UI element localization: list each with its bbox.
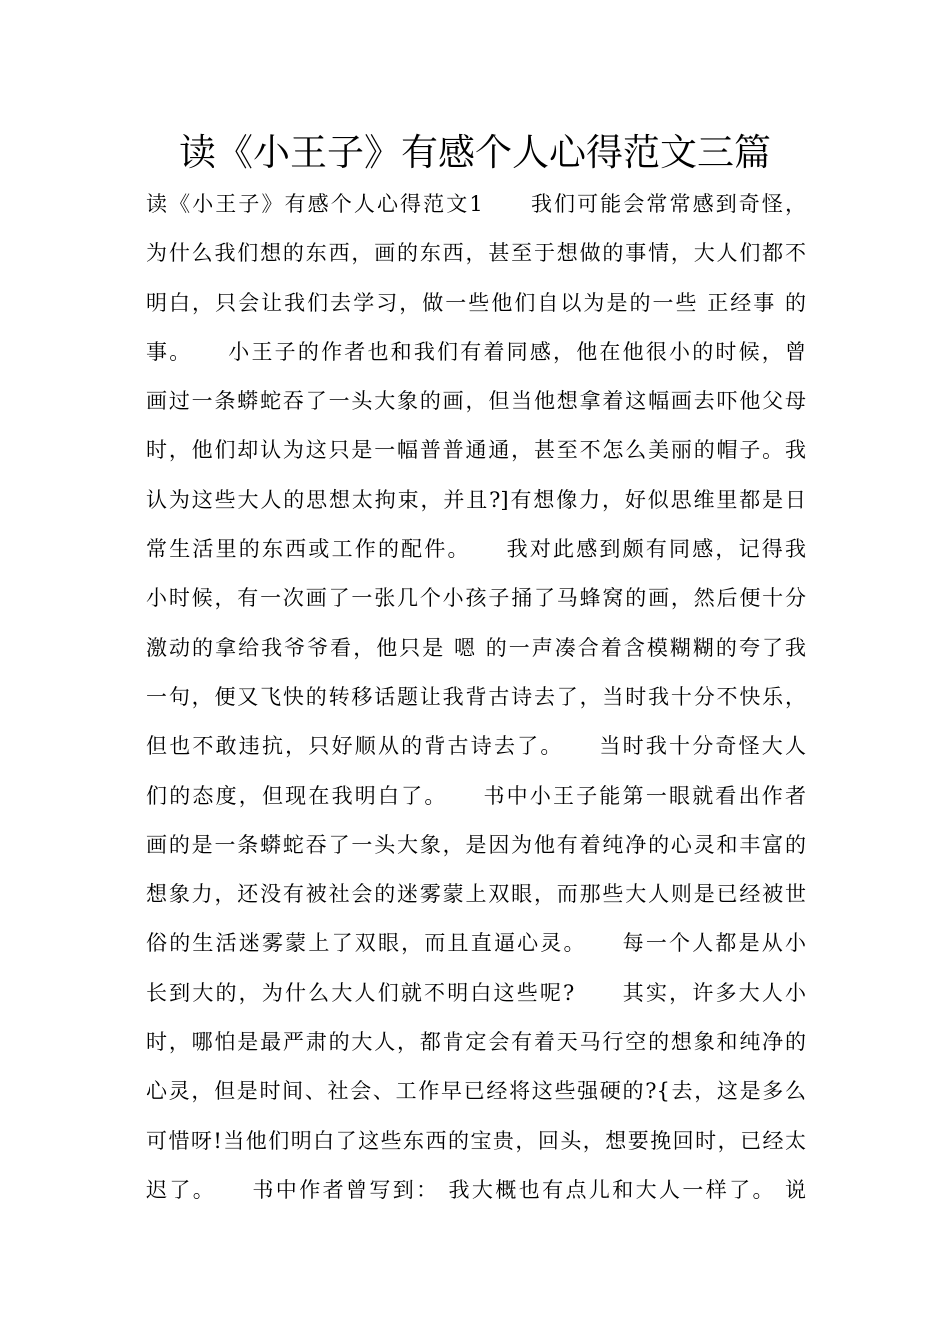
body-line: 为什么我们想的东西，画的东西，甚至于想做的事情，大人们都不 (146, 241, 806, 266)
body-line: 长到大的，为什么大人们就不明白这些呢? 其实，许多大人小 (146, 980, 806, 1005)
body-line: 想象力，还没有被社会的迷雾蒙上双眼，而那些大人则是已经被世 (146, 882, 806, 907)
body-line: 心灵，但是时间、社会、工作早已经将这些强硬的?{去，这是多么 (146, 1079, 806, 1104)
body-line: 常生活里的东西或工作的配件。 我对此感到颇有同感，记得我 (146, 537, 806, 562)
body-line: 一句，便又飞快的转移话题让我背古诗去了，当时我十分不快乐， (146, 684, 806, 709)
body-line: 明白，只会让我们去学习，做一些他们自以为是的一些 正经事 的 (146, 290, 806, 315)
body-line: 可惜呀!当他们明白了这些东西的宝贵，回头，想要挽回时，已经太 (146, 1128, 806, 1153)
body-line: 小时候，有一次画了一张几个小孩子捅了马蜂窝的画，然后便十分 (146, 586, 806, 611)
body-line: 认为这些大人的思想太拘束，并且?]有想像力，好似思维里都是日 (146, 487, 806, 512)
body-line: 时，哪怕是最严肃的大人，都肯定会有着天马行空的想象和纯净的 (146, 1030, 806, 1055)
document-title: 读《小王子》有感个人心得范文三篇 (179, 131, 771, 174)
body-line: 事。 小王子的作者也和我们有着同感，他在他很小的时候，曾 (146, 339, 806, 364)
body-line: 画的是一条蟒蛇吞了一头大象，是因为他有着纯净的心灵和丰富的 (146, 832, 806, 857)
body-line: 读《小王子》有感个人心得范文1 我们可能会常常感到奇怪， (146, 192, 806, 216)
body-line: 画过一条蟒蛇吞了一头大象的画，但当他想拿着这幅画去吓他父母 (146, 389, 806, 414)
document-body (146, 180, 806, 1215)
body-line: 但也不敢违抗，只好顺从的背古诗去了。 当时我十分奇怪大人 (146, 734, 806, 759)
body-line: 时，他们却认为这只是一幅普普通通，甚至不怎么美丽的帽子。我 (146, 438, 806, 463)
body-line: 们的态度，但现在我明白了。 书中小王子能第一眼就看出作者 (146, 783, 806, 808)
body-line: 激动的拿给我爷爷看，他只是 嗯 的一声凑合着含模糊糊的夸了我 (146, 635, 806, 660)
body-line: 迟了。 书中作者曾写到： 我大概也有点儿和大人一样了。 说 (146, 1177, 806, 1202)
body-line: 俗的生活迷雾蒙上了双眼，而且直逼心灵。 每一个人都是从小 (146, 931, 806, 956)
